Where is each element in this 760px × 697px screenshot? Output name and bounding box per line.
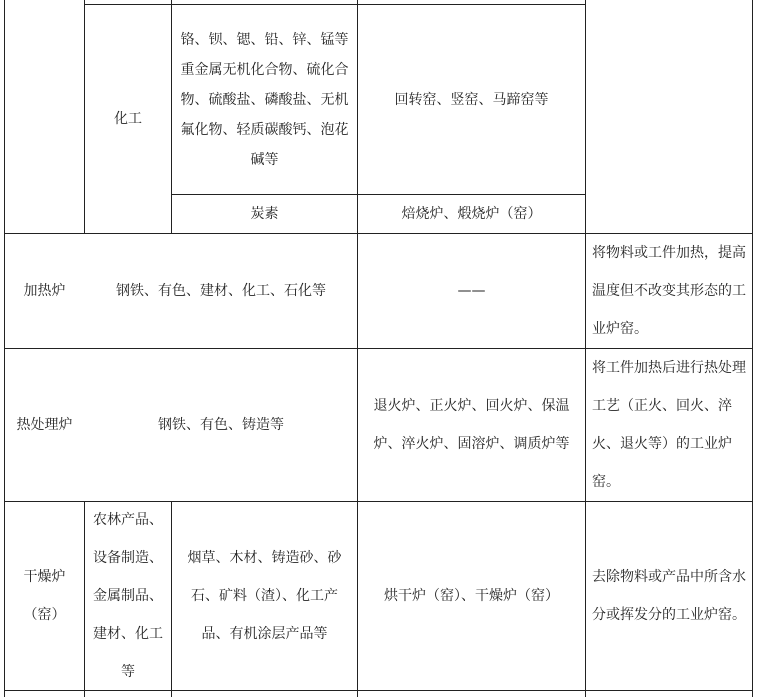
chemical-category-cell: [85, 5, 171, 233]
carbon-material-cell: [172, 195, 357, 233]
heating-furnace-equipment: ——: [457, 283, 486, 299]
carbon-material: 炭素: [250, 206, 279, 222]
heating-furnace-name: 加热炉: [23, 283, 66, 299]
heat-treatment-furnace-name-cell: [5, 349, 84, 501]
carbon-equipment: 焙烧炉、煅烧炉（窑）: [401, 206, 542, 222]
heating-furnace-definition-cell: [586, 234, 752, 348]
heating-furnace-equipment-cell: [358, 234, 585, 348]
drying-furnace-name-cell: [5, 502, 84, 690]
heating-furnace-industry-cell: [85, 234, 357, 348]
chemical-equipment-cell: [358, 5, 585, 194]
heating-furnace-name-cell: [5, 234, 84, 348]
drying-furnace-material: 烟草、木材、铸造砂、砂石、矿料（渣）、化工产品、有机涂层产品等: [187, 550, 342, 642]
drying-furnace-equipment-cell: [358, 502, 585, 690]
heat-treatment-furnace-industry-cell: [85, 349, 357, 501]
drying-furnace-name: 干燥炉（窑）: [23, 569, 66, 623]
carbon-equipment-cell: [358, 195, 585, 233]
heat-treatment-furnace-name: 热处理炉: [16, 417, 73, 433]
heating-furnace-definition: 将物料或工件加热，提高温度但不改变其形态的工业炉窑。: [592, 245, 746, 337]
heat-treatment-furnace-industry: 钢铁、有色、铸造等: [158, 417, 284, 433]
drying-furnace-equipment: 烘干炉（窑）、干燥炉（窑）: [384, 588, 559, 604]
heating-furnace-industry: 钢铁、有色、建材、化工、石化等: [116, 283, 326, 299]
drying-furnace-industry-cell: [85, 502, 171, 690]
heat-treatment-furnace-definition: 将工件加热后进行热处理工艺（正火、回火、淬火、退火等）的工业炉窑。: [592, 360, 746, 490]
chemical-material: 铬、钡、锶、铅、锌、锰等重金属无机化合物、硫化合物、硫酸盐、磷酸盐、无机氟化物、轻质碳酸钙、泡花碱等: [180, 31, 349, 168]
chemical-material-cell: [172, 5, 357, 194]
heat-treatment-furnace-equipment-cell: [358, 349, 585, 501]
chemical-category: 化工: [114, 111, 142, 127]
table-border: [752, 0, 753, 697]
drying-furnace-definition: 去除物料或产品中所含水分或挥发分的工业炉窑。: [592, 569, 746, 623]
drying-furnace-material-cell: [172, 502, 357, 690]
drying-furnace-industry: 农林产品、设备制造、金属制品、建材、化工等: [93, 512, 163, 680]
chemical-equipment: 回转窑、竖窑、马蹄窑等: [394, 91, 549, 108]
heat-treatment-furnace-definition-cell: [586, 349, 752, 501]
drying-furnace-definition-cell: [586, 502, 752, 690]
heat-treatment-furnace-equipment: 退火炉、正火炉、回火炉、保温炉、淬火炉、固溶炉、调质炉等: [373, 398, 570, 452]
